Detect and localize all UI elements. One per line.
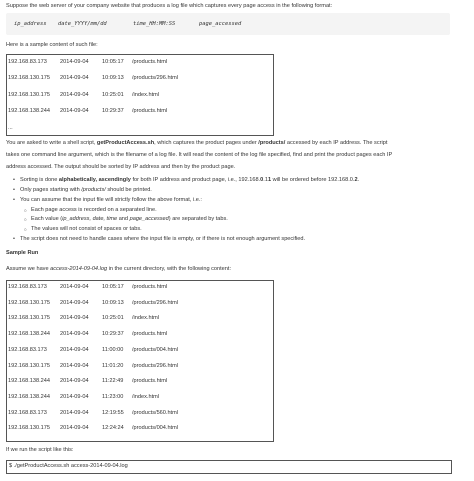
log-date: 2014-09-04 (60, 75, 89, 81)
log-ip: 192.168.130.175 (8, 75, 50, 81)
log-date: 2014-09-04 (60, 346, 89, 353)
log-date: 2014-09-04 (60, 393, 89, 400)
log-ip: 192.168.138.244 (8, 378, 50, 385)
log-time: 10:29:37 (102, 108, 124, 114)
subbullet-tabs: ○ Each value (ip_address, date, time and page_accessed) are separated by tabs. (31, 216, 228, 224)
log-ip: 192.168.83.173 (8, 346, 47, 353)
log-time: 10:25:01 (102, 315, 124, 322)
log-date: 2014-09-04 (60, 378, 89, 385)
log-page: /products.html (132, 378, 168, 385)
task-line-3: address accessed. The output should be sorted by IP address and then by the product page. (6, 164, 236, 170)
subbullet-no-spaces: ○ The values will not consist of spaces or tabs. (31, 226, 142, 234)
log-time: 10:05:17 (102, 284, 124, 290)
log-time: 11:00:00 (102, 346, 124, 353)
format-field: date_YYYY/mm/dd (58, 21, 107, 27)
log-date: 2014-09-04 (60, 108, 89, 114)
log-ip: 192.168.130.175 (8, 315, 50, 322)
format-field: ip_address (14, 21, 47, 27)
bullet-edge-cases: • The script does not need to handle cases where the input file is empty, or if there is not enough argument specified. (20, 236, 305, 244)
log-time: 10:09:13 (102, 75, 124, 81)
bullet-sorting: • Sorting is done alphabetically, ascendingly for both IP address and product page, i.e., 192.168.0.11 will be ordered before 192.168.0.2. (20, 177, 359, 185)
log-page: /products/560.html (132, 409, 179, 416)
format-field: time_HH:MM:SS (133, 21, 176, 27)
command-box (6, 460, 452, 474)
log-page: /index.html (132, 92, 160, 98)
log-time: 10:09:13 (102, 299, 124, 306)
log-page: /products/296.html (132, 362, 179, 369)
log-page: /products/004.html (132, 425, 179, 432)
sample-intro-text: Here is a sample content of such file: (6, 42, 98, 48)
log-filename: access-2014-09-04.log (50, 266, 108, 272)
log-ip: 192.168.138.244 (8, 331, 50, 338)
log-page: /index.html (132, 315, 160, 322)
log-ip: 192.168.83.173 (8, 409, 47, 416)
log-ip: 192.168.138.244 (8, 393, 50, 400)
log-time: 12:24:24 (102, 425, 124, 432)
log-date: 2014-09-04 (60, 284, 89, 290)
command-text: $ ./getProductAccess.sh access-2014-09-04.log (9, 463, 128, 469)
log-page: /products/004.html (132, 346, 179, 353)
log-page: /index.html (132, 393, 160, 400)
log-time: 11:22:49 (102, 378, 124, 385)
log-time: 12:19:55 (102, 409, 124, 416)
bullet-assume-format: • You can assume that the input file will strictly follow the above format, i.e.: (20, 197, 202, 205)
log-ip: 192.168.130.175 (8, 425, 50, 432)
sample-run-log-box (6, 280, 274, 442)
log-date: 2014-09-04 (60, 315, 89, 322)
format-code-block (6, 13, 450, 35)
log-ip: 192.168.130.175 (8, 92, 50, 98)
task-line-1: You are asked to write a shell script, getProductAccess.sh, which captures the product pages under /products/ accessed by each IP address. The script (6, 140, 388, 146)
task-line-2: takes one command line argument, which is the filename of a log file. It will read the content of the log file specified, find and print the product pages each IP (6, 152, 393, 158)
log-date: 2014-09-04 (60, 299, 89, 306)
subbullet-separate-line: ○ Each page access is recorded on a separated line. (31, 207, 157, 215)
run-intro-text: If we run the script like this: (6, 447, 74, 453)
log-page: /products.html (132, 108, 168, 114)
log-ip: 192.168.138.244 (8, 108, 50, 114)
log-page: /products/296.html (132, 299, 179, 306)
log-time: 10:25:01 (102, 92, 124, 98)
log-page: /products.html (132, 331, 168, 338)
log-date: 2014-09-04 (60, 92, 89, 98)
log-time: 10:29:37 (102, 331, 124, 338)
sample-run-heading: Sample Run (6, 250, 39, 256)
format-field: page_accessed (199, 21, 242, 27)
log-time: 11:23:00 (102, 393, 124, 400)
log-ip: 192.168.83.173 (8, 59, 47, 65)
log-page: /products.html (132, 59, 168, 65)
log-date: 2014-09-04 (60, 409, 89, 416)
log-time: 11:01:20 (102, 362, 124, 369)
log-date: 2014-09-04 (60, 331, 89, 338)
products-path: /products/ (258, 140, 286, 146)
assume-text: Assume we have access-2014-09-04.log in the current directory, with the following content: (6, 266, 232, 272)
log-ellipsis: ... (8, 125, 13, 131)
intro-text: Suppose the web server of your company website that produces a log file which captures every page access in the following format: (6, 3, 333, 9)
log-date: 2014-09-04 (60, 362, 89, 369)
log-date: 2014-09-04 (60, 59, 89, 65)
log-date: 2014-09-04 (60, 425, 89, 432)
log-page: /products/296.html (132, 75, 179, 81)
log-ip: 192.168.130.175 (8, 362, 50, 369)
log-page: /products.html (132, 284, 168, 290)
log-ip: 192.168.130.175 (8, 299, 50, 306)
bullet-products-only: • Only pages starting with /products/ should be printed. (20, 187, 152, 195)
log-time: 10:05:17 (102, 59, 124, 65)
script-name: getProductAccess.sh (96, 140, 155, 146)
log-ip: 192.168.83.173 (8, 284, 47, 290)
sample-log-box (6, 54, 274, 136)
